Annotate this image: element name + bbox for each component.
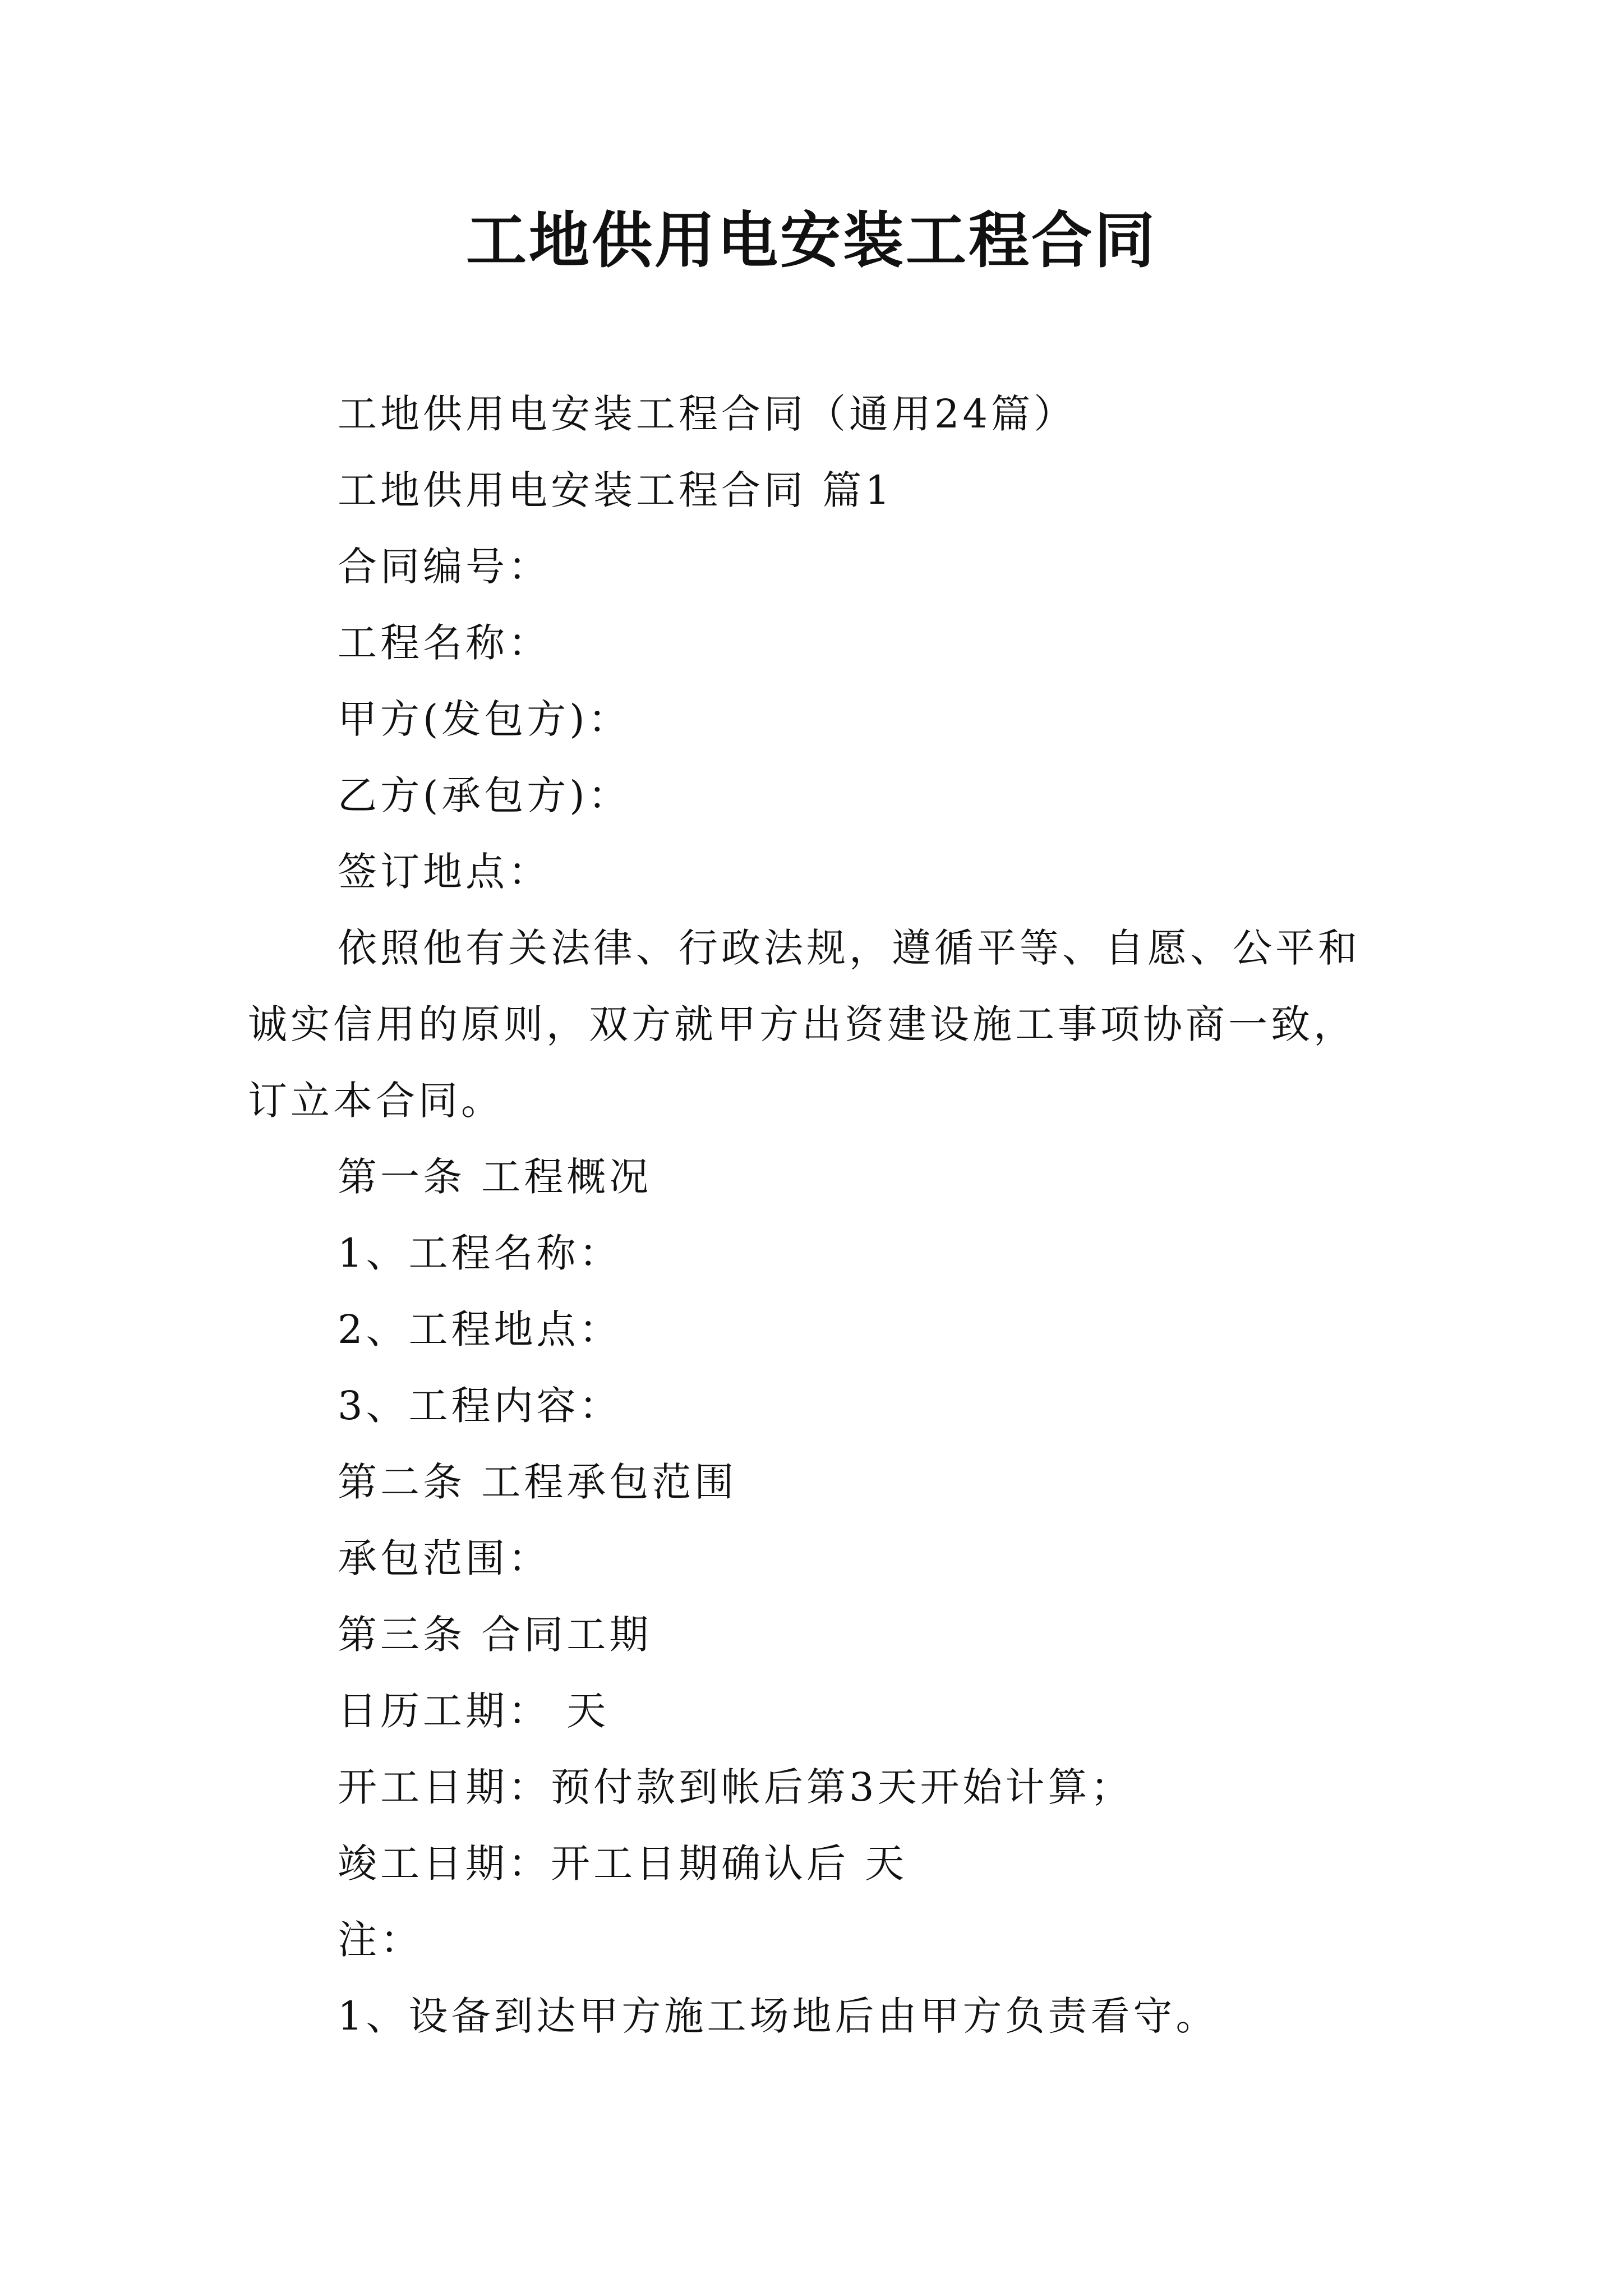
field-party-b: 乙方(承包方)： (338, 772, 631, 818)
article-3-heading: 第三条 合同工期 (338, 1612, 652, 1658)
section-heading: 工地供用电安装工程合同 篇1 (338, 467, 893, 513)
field-party-a: 甲方(发包方)： (338, 696, 631, 742)
article-3-calendar-days: 日历工期： 天 (338, 1688, 610, 1734)
article-1-item-2: 2、工程地点： (338, 1306, 622, 1352)
article-1-item-3: 3、工程内容： (338, 1383, 622, 1429)
article-1-item-1: 1、工程名称： (338, 1230, 622, 1276)
preamble-paragraph: 依照他有关法律、行政法规，遵循平等、自愿、公平和诚实信用的原则，双方就甲方出资建设施工事项协商一致，订立本合同。 (248, 925, 1361, 1124)
field-signing-place: 签订地点： (338, 849, 551, 895)
document-body (248, 376, 1392, 2054)
subtitle-line: 工地供用电安装工程合同（通用24篇） (338, 391, 1077, 437)
article-2-heading: 第二条 工程承包范围 (338, 1459, 737, 1505)
field-project-name: 工程名称： (338, 620, 551, 666)
article-1-heading: 第一条 工程概况 (338, 1154, 652, 1200)
article-3-start-date: 开工日期：预付款到帐后第3天开始计算； (338, 1764, 1133, 1810)
document-title: 工地供用电安装工程合同 (465, 206, 1157, 276)
article-2-scope: 承包范围： (338, 1535, 551, 1581)
note-heading: 注： (338, 1917, 423, 1963)
field-contract-number: 合同编号： (338, 544, 551, 590)
note-item-1: 1、设备到达甲方施工场地后由甲方负责看守。 (338, 1993, 1219, 2039)
article-3-completion-date: 竣工日期：开工日期确认后 天 (338, 1841, 908, 1887)
